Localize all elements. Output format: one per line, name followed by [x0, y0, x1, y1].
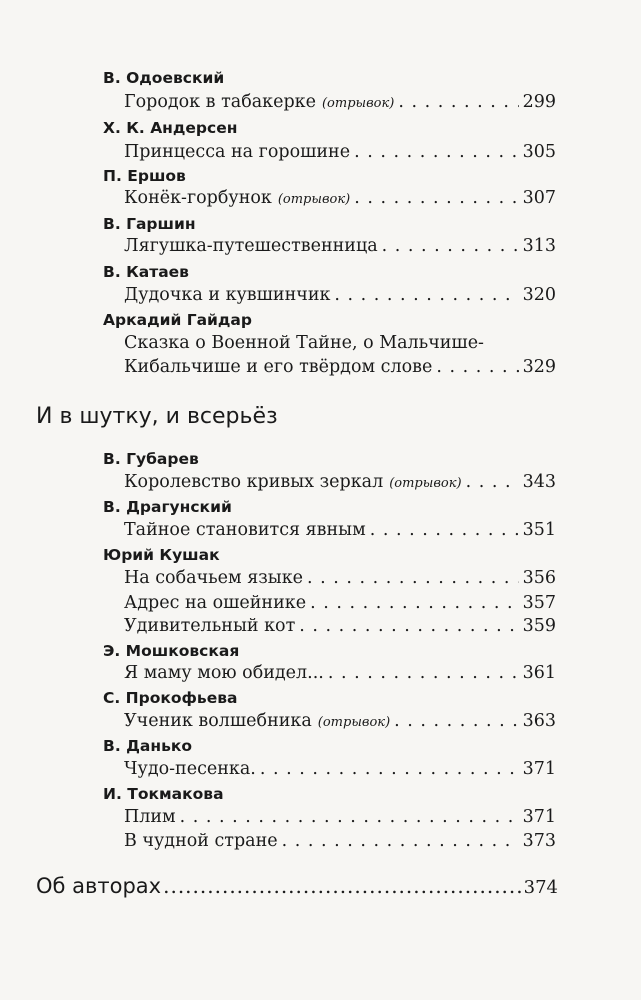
toc-author: В. Данько: [103, 737, 193, 755]
toc-author: В. Драгунский: [103, 498, 232, 516]
toc-entry[interactable]: [124, 614, 556, 638]
toc-dot-leader: [436, 355, 518, 379]
toc-entry-title: Городок в табакерке: [124, 92, 316, 112]
toc-dot-leader: [354, 140, 519, 164]
toc-entry-title: Кибальчише и его твёрдом слове: [124, 357, 433, 377]
toc-dot-leader: [180, 805, 519, 829]
toc-entry[interactable]: [124, 757, 556, 781]
toc-dot-leader: [328, 661, 519, 685]
toc-entry-page: 351: [522, 520, 556, 540]
toc-entry[interactable]: [124, 709, 556, 733]
toc-dot-leader: [310, 591, 519, 615]
toc-entry-title: В чудной стране: [124, 831, 278, 851]
toc-entry-page: 363: [522, 711, 556, 731]
toc-entry[interactable]: [124, 140, 556, 164]
toc-entry[interactable]: [124, 470, 556, 494]
toc-entry-title: Плим: [124, 807, 176, 827]
toc-dot-leader: [163, 872, 522, 900]
toc-entry[interactable]: [124, 518, 556, 542]
toc-dot-leader: [354, 186, 518, 210]
toc-entry-page: 374: [523, 877, 558, 898]
toc-dot-leader: [382, 234, 519, 258]
toc-entry-page: 361: [522, 663, 556, 683]
toc-dot-leader: [299, 614, 518, 638]
toc-entry[interactable]: [124, 355, 556, 379]
toc-dot-leader: [370, 518, 519, 542]
toc-entry[interactable]: [124, 661, 556, 685]
toc-dot-leader: [282, 829, 519, 853]
toc-author: П. Ершов: [103, 167, 186, 185]
toc-author: С. Прокофьева: [103, 689, 238, 707]
toc-entry-title: Удивительный кот: [124, 616, 296, 636]
toc-entry-page: 359: [522, 616, 556, 636]
toc-entry-title: Я маму мою обидел...: [124, 663, 324, 683]
toc-dot-leader: [307, 566, 519, 590]
toc-entry[interactable]: [124, 591, 556, 615]
toc-entry-title: Принцесса на горошине: [124, 142, 351, 162]
toc-entry-title: Ученик волшебника: [124, 711, 312, 731]
toc-entry[interactable]: [124, 805, 556, 829]
toc-entry-title: Лягушка-путешественница: [124, 236, 378, 256]
toc-entry-page: 373: [522, 831, 556, 851]
toc-entry-title: Адрес на ошейнике: [124, 593, 307, 613]
toc-entry-title: Чудо-песенка.: [124, 759, 256, 779]
toc-entry-page: 320: [522, 285, 556, 305]
toc-entry-title: Королевство кривых зеркал: [124, 472, 384, 492]
section-title[interactable]: И в шутку, и всерьёз: [36, 404, 278, 429]
toc-entry[interactable]: [124, 566, 556, 590]
toc-entry-page: 299: [522, 92, 556, 112]
toc-entry-title-line1[interactable]: Сказка о Военной Тайне, о Мальчише-: [124, 333, 484, 353]
toc-author: Юрий Кушак: [103, 546, 220, 564]
toc-author: И. Токмакова: [103, 785, 224, 803]
toc-author: Х. К. Андерсен: [103, 119, 238, 137]
toc-about-authors[interactable]: [36, 872, 558, 902]
toc-entry-note: (отрывок): [277, 192, 351, 207]
toc-entry-note: (отрывок): [389, 476, 462, 491]
toc-author: В. Одоевский: [103, 69, 225, 87]
toc-entry[interactable]: [124, 90, 556, 114]
toc-entry-note: (отрывок): [317, 715, 391, 730]
toc-dot-leader: [394, 709, 518, 733]
toc-dot-leader: [260, 757, 519, 781]
toc-entry-title: Об авторах: [36, 874, 162, 898]
toc-entry-title: Дудочка и кувшинчик: [124, 285, 331, 305]
toc-entry-page: 305: [522, 142, 556, 162]
toc-entry-page: 356: [522, 568, 556, 588]
toc-entry-page: 357: [522, 593, 556, 613]
toc-entry-page: 371: [522, 807, 556, 827]
toc-dot-leader: [334, 283, 518, 307]
toc-entry-page: 371: [522, 759, 556, 779]
toc-entry-page: 343: [522, 472, 556, 492]
toc-entry-title: Тайное становится явным: [124, 520, 366, 540]
toc-author: Э. Мошковская: [103, 642, 240, 660]
toc-entry[interactable]: [124, 234, 556, 258]
toc-entry[interactable]: [124, 283, 556, 307]
toc-author: В. Катаев: [103, 263, 189, 281]
toc-author: В. Губарев: [103, 450, 199, 468]
toc-entry-page: 307: [522, 188, 556, 208]
toc-entry-page: 313: [522, 236, 556, 256]
toc-dot-leader: [398, 90, 518, 114]
toc-author: В. Гаршин: [103, 215, 196, 233]
toc-dot-leader: [466, 470, 519, 494]
toc-entry-title: Конёк-горбунок: [124, 188, 272, 208]
toc-entry-page: 329: [522, 357, 556, 377]
toc-author: Аркадий Гайдар: [103, 311, 252, 329]
toc-entry[interactable]: [124, 829, 556, 853]
toc-entry-note: (отрывок): [321, 96, 395, 111]
toc-entry[interactable]: [124, 186, 556, 210]
toc-entry-title: На собачьем языке: [124, 568, 303, 588]
